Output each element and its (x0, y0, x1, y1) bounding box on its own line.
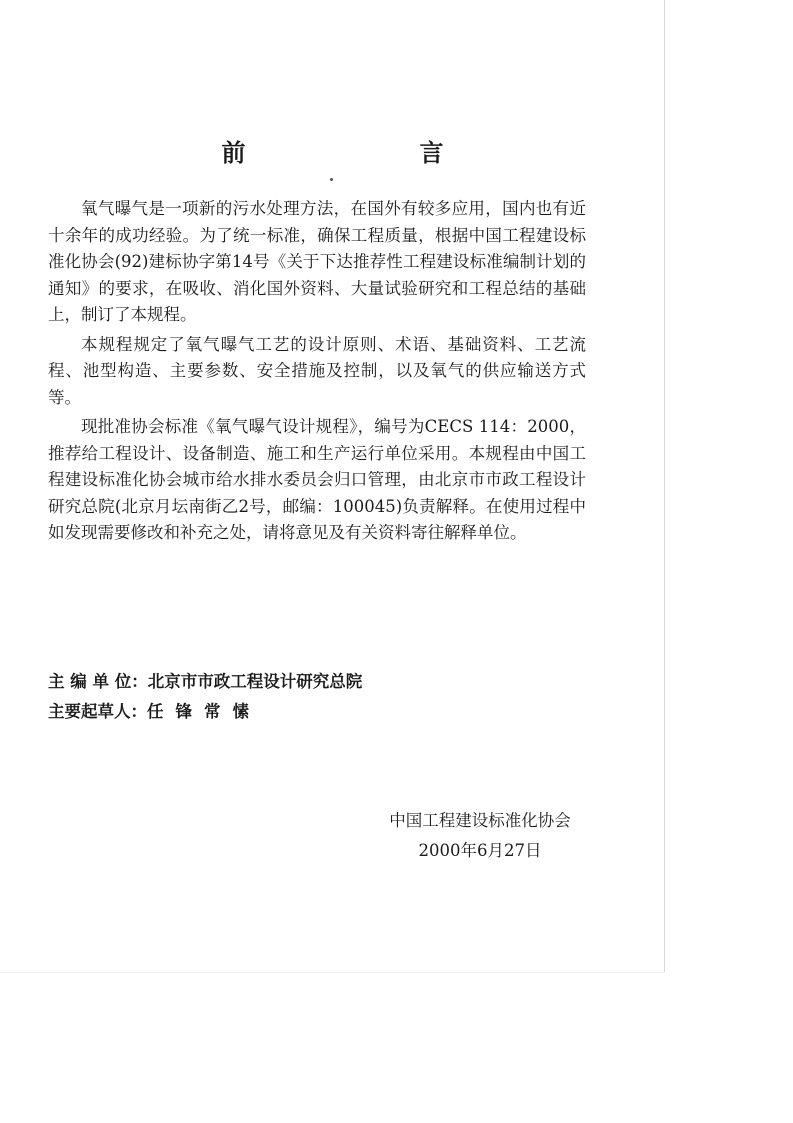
scan-page-bottom-edge (0, 972, 665, 973)
foreword-body (48, 196, 586, 550)
signature-block (360, 806, 600, 866)
page-title: 前 言 (221, 138, 486, 167)
drafter-name: 常 (204, 702, 221, 721)
paragraph-scope: 本规程规定了氧气曝气工艺的设计原则、术语、基础资料、工艺流程、池型构造、主要参数、安全措施及控制，以及氧气的供应输送方式等。 (48, 334, 586, 407)
credits-block (48, 667, 608, 727)
signature-organization: 中国工程建设标准化协会 (389, 811, 571, 830)
signature-date: 2000年6月27日 (418, 841, 542, 860)
paragraph-approval: 现批准协会标准《氧气曝气设计规程》，编号为CECS 114：2000，推荐给工程设计、设备制造、施工和生产运行单位采用。本规程由中国工程建设标准化协会城市给水排水委员会归口管理，由北京市市政工程设计研究总院(北京月坛南街乙2号，邮编：100045)负责解释。在使用过程中如发现需要修改和补充之处，请将意见及有关资料寄往解释单位。 (48, 417, 586, 542)
title-dot (330, 178, 333, 181)
drafters-label: 主要起草人： (48, 702, 147, 721)
editor-unit-value: 北京市市政工程设计研究总院 (147, 672, 363, 691)
paragraph-intro: 氧气曝气是一项新的污水处理方法，在国外有较多应用，国内也有近十余年的成功经验。为了统一标准，确保工程质量，根据中国工程建设标准化协会(92)建标协字第14号《关于下达推荐性工程建设标准编制计划的通知》的要求，在吸收、消化国外资料、大量试验研究和工程总结的基础上，制订了本规程。 (48, 199, 586, 324)
editor-unit-line (48, 667, 608, 697)
drafter-name: 愫 (232, 702, 249, 721)
drafter-name: 任 (147, 702, 164, 721)
drafter-name: 锋 (175, 702, 192, 721)
drafters-line (48, 697, 608, 727)
editor-unit-label: 主 编 单 位： (48, 672, 148, 691)
